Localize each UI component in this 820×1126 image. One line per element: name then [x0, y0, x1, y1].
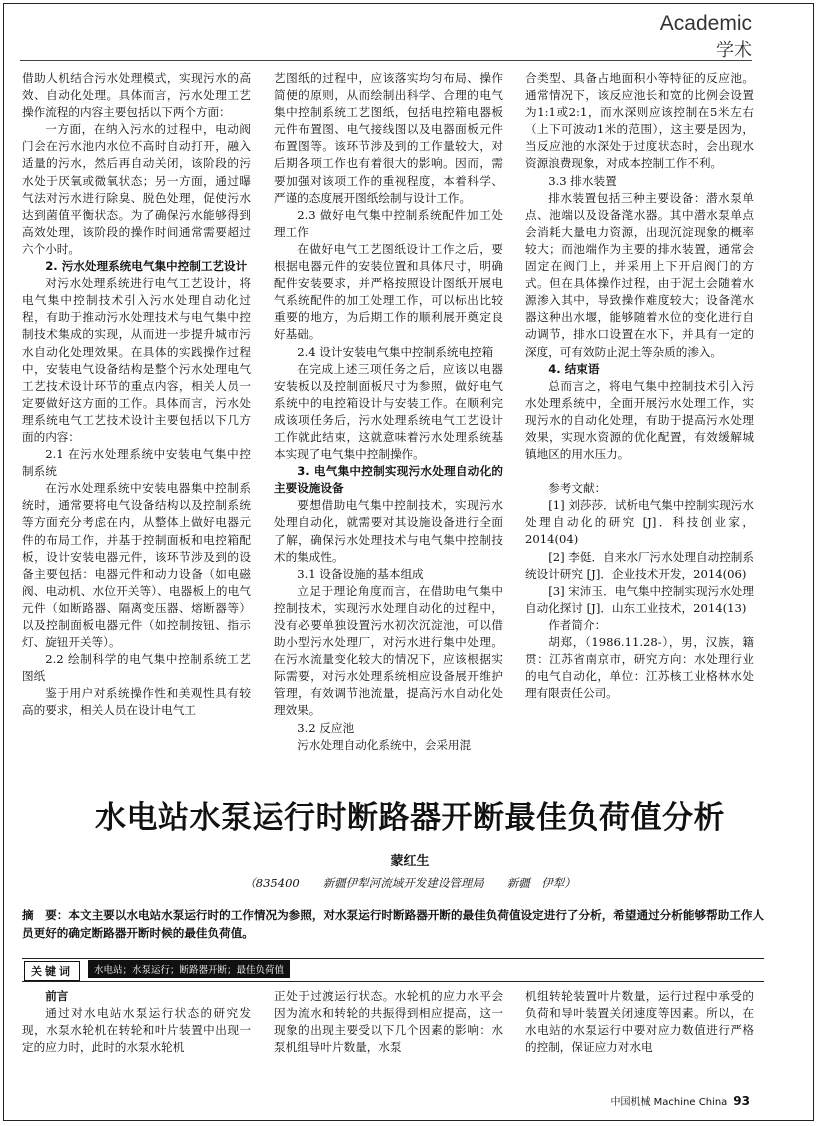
paragraph: 机组转轮装置叶片数量，运行过程中承受的负荷和导叶装置关闭速度等因素。所以，在水电站的水泵运行中要对应力数值进行严格的控制，保证应力对水电 [525, 989, 754, 1055]
column-3 [525, 70, 754, 770]
paragraph: 通过对水电站水泵运行状态的研究发现，水泵水轮机在转轮和叶片装置中出现一定的应力时，此时的水泵水轮机 [22, 1006, 251, 1055]
subsection-heading: 3.1 设备设施的基本组成 [297, 566, 424, 581]
paragraph: 参考文献： [548, 481, 607, 496]
paragraph: 艺图纸的过程中，应该落实均匀布局、操作简便的原则，从而绘制出科学、合理的电气集中控制系统工艺图纸，包括电控箱电器板元件布置图、电气接线图以及电器面板元件布置图等。该环节涉及到的工作量较大，对后期各项工作也有着很大的影响。因而，需要加强对该项工作的重视程度，本着科学、严谨的态度展开图纸绘制与设计工作。 [274, 71, 503, 205]
paragraph: 鉴于用户对系统操作性和美观性具有较高的要求，相关人员在设计电气工 [22, 686, 251, 718]
subsection-heading: 2.1 在污水处理系统中安装电气集中控制系统 [22, 447, 251, 479]
bottom-column-2 [274, 988, 503, 1083]
paragraph: 作者简介： [548, 617, 607, 632]
paragraph: 对污水处理系统进行电气工艺设计，将电气集中控制技术引入污水处理自动化过程，有助于推动污水处理技术与电气集中控制技术集成的实现，从而进一步提升城市污水自动化处理效果。在具体的实践操作过程中，安装电气设备结构是整个污水处理电气工艺技术设计环节的重点内容，相关人员一定要做好这方面的工作。具体而言，污水处理系统电气工艺技术设计主要包括以下几方面的内容： [22, 276, 251, 444]
paragraph: [1] 刘莎莎．试析电气集中控制实现污水处理自动化的研究 [J]．科技创业家，2014(04) [525, 498, 754, 547]
paragraph: 立足于理论角度而言，在借助电气集中控制技术，实现污水处理自动化的过程中，没有必要单独设置污水初次沉淀池，可以借助小型污水处理厂，对污水进行集中处理。在污水流量变化较大的情况下，应该根据实际需要，对污水处理系统相应设备展开维护管理，有效调节池流量，提高污水自动化处理效果。 [274, 583, 503, 718]
paragraph: 胡郑，（1986.11.28-），男，汉族，籍贯：江苏省南京市，研究方向：水处理行业的电气自动化，单位：江苏核工业格林水处理有限责任公司。 [525, 635, 754, 701]
subsection-heading: 2.4 设计安装电气集中控制系统电控箱 [297, 344, 494, 359]
paragraph: 借助人机结合污水处理模式，实现污水的高效、自动化处理。具体而言，污水处理工艺操作流程的内容主要包括以下两个方面： [22, 71, 251, 120]
subsection-heading: 3.3 排水装置 [548, 173, 617, 188]
paragraph: 排水装置包括三种主要设备：潜水泵单点、池端以及设备滗水器。其中潜水泵单点会消耗大量电力资源，出现沉淀现象的概率较大；而池端作为主要的排水装置，通常会固定在阀门上，并采用上下开启阀门的方式。但在具体操作过程，由于泥土会随着水源渗入其中，导致操作难度较大；设备滗水器这种出水堰，能够随着水位的变化进行自动调节，排水口设置在水下，并具有一定的深度，可有效防止泥土等杂质的渗入。 [525, 190, 754, 359]
page-number: 93 [733, 1094, 750, 1108]
keywords-bar [22, 958, 764, 982]
header-title-cn: 学术 [716, 40, 752, 61]
paragraph: 总而言之，将电气集中控制技术引入污水处理系统中，全面开展污水处理工作，实现污水的自动化处理，有助于提高污水处理效果，实现水资源的优化配置，有效缓解城镇地区的用水压力。 [525, 378, 754, 462]
column-1 [22, 70, 251, 770]
keywords-value: 水电站；水泵运行；断路器开断；最佳负荷值 [88, 960, 290, 978]
article-author: 蒙红生 [390, 854, 430, 869]
section-heading: 4. 结束语 [548, 361, 600, 376]
subsection-heading: 3.2 反应池 [297, 720, 355, 735]
paragraph: 要想借助电气集中控制技术，实现污水处理自动化，就需要对其设施设备进行全面了解，确保污水处理技术与电气集中控制技术的集成性。 [274, 498, 503, 564]
keywords-label: 关键词 [24, 961, 80, 981]
header-rule [20, 60, 752, 61]
section-heading: 2. 污水处理系统电气集中控制工艺设计 [45, 259, 248, 274]
paragraph: [3] 宋沛玉．电气集中控制实现污水处理自动化探讨 [J]．山东工业技术，2014(13) [525, 583, 754, 615]
paragraph: 在做好电气工艺图纸设计工作之后，要根据电器元件的安装位置和具体尺寸，明确配件安装要求，并严格按照设计图纸开展电气系统配件的加工处理工作，可以标出比较重要的地方，为后期工作的顺利展开奠定良好基础。 [274, 241, 503, 342]
subsection-heading: 2.2 绘制科学的电气集中控制系统工艺图纸 [22, 652, 251, 684]
header-title-en: Academic [659, 12, 752, 35]
spacer [525, 463, 754, 480]
subsection-heading: 2.3 做好电气集中控制系统配件加工处理工作 [274, 207, 503, 239]
column-2 [274, 70, 503, 770]
article-affiliation: （835400 新疆伊犁河流域开发建设管理局 新疆 伊犁） [244, 876, 576, 890]
section-heading: 3. 电气集中控制实现污水处理自动化的主要设施设备 [274, 464, 503, 496]
article-abstract: 摘 要：本文主要以水电站水泵运行时的工作情况为参照，对水泵运行时断路器开断的最佳负荷值设定进行了分析，希望通过分析能够帮助工作人员更好的确定断路器开断时候的最佳负荷值。 [22, 908, 765, 940]
paragraph: [2] 李侹．自来水厂污水处理自动控制系统设计研究 [J]．企业技术开发，2014(06) [525, 549, 754, 581]
paragraph: 合类型、具备占地面积小等特征的反应池。通常情况下，该反应池长和宽的比例会设置为1:1或2:1，而水深则应该控制在5米左右（上下可波动1米的范围），这主要是因为，当反应池的水深处于过度状态时，会出现水资源浪费现象，对成本控制工作不利。 [525, 71, 754, 171]
paragraph: 在完成上述三项任务之后，应该以电器安装板以及控制面板尺寸为参照，做好电气系统中的电控箱设计与安装工作。在顺利完成该项任务后，污水处理系统电气工艺设计工作就此结束，这就意味着污水处理系统基本实现了电气集中控制操作。 [274, 361, 503, 462]
paragraph: 污水处理自动化系统中，会采用混 [297, 737, 472, 752]
paragraph: 正处于过渡运行状态。水轮机的应力水平会因为流水和转轮的共振得到相应提高，这一现象的出现主要受以下几个因素的影响：水泵机组导叶片数量，水泵 [274, 989, 503, 1055]
paragraph: 一方面，在纳入污水的过程中，电动阀门会在污水池内水位不高时自动打开，融入适量的污水，然后再自动关闭，该阶段的污水处于厌氧或微氧状态；另一方面，通过曝气法对污水进行除臭、脱色处理，促使污水达到菌值平衡状态。为了确保污水能够得到高效处理，该阶段的操作时间通常需要超过六个小时。 [22, 122, 251, 256]
paragraph: 在污水处理系统中安装电器集中控制系统时，通常要将电气设备结构以及控制系统等方面充分考虑在内，从整体上做好电器元件的布局工作，并基于控制面板和电控箱配板，设计安装电器元件，该环节涉及到的设备主要包括：电器元件和动力设备（如电磁阀、电动机、水位开关等）、电器板上的电气元件（如断路器、隔离变压器、熔断器等）以及控制面板电器元件（如控制按钮、指示灯、旋钮开关等）。 [22, 481, 251, 650]
article-title: 水电站水泵运行时断路器开断最佳负荷值分析 [95, 800, 725, 836]
bottom-column-1 [22, 988, 251, 1083]
journal-name: 中国机械 Machine China [610, 1097, 728, 1108]
bottom-column-3 [525, 988, 754, 1083]
page-footer [611, 1093, 751, 1108]
section-heading: 前言 [45, 989, 69, 1003]
